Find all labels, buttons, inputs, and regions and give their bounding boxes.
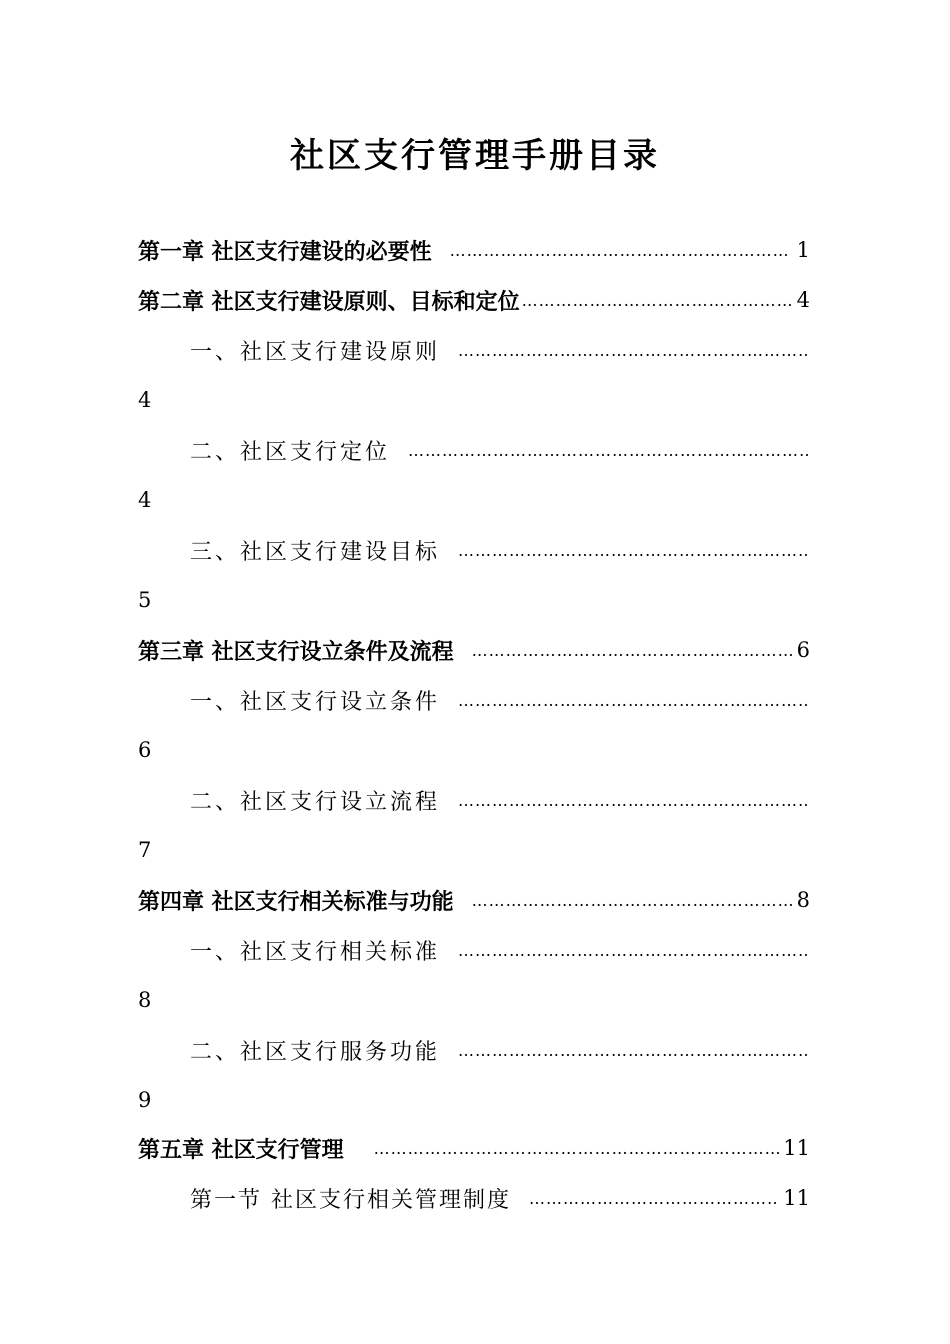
toc-entry-text: 第二章 社区支行建设原则、目标和定位 xyxy=(138,289,520,315)
page-title: 社区支行管理手册目录 xyxy=(290,136,660,176)
toc-entry-page: 4 xyxy=(138,388,152,412)
toc-entry-page: 8 xyxy=(138,988,152,1012)
toc-entry-section-2-2[interactable] xyxy=(190,430,810,470)
toc-entry-section-3-1[interactable] xyxy=(190,680,810,720)
toc-entry-page: 11 xyxy=(783,1186,810,1210)
toc-entry-text: 三、社区支行建设目标 xyxy=(190,539,441,565)
toc-entry-chapter-3[interactable] xyxy=(138,630,810,670)
toc-entry-text: 第四章 社区支行相关标准与功能 xyxy=(138,889,454,915)
toc-entry-page: 7 xyxy=(138,838,152,862)
toc-leader-dots xyxy=(458,541,810,560)
toc-leader-dots xyxy=(529,1189,777,1208)
toc-leader-dots xyxy=(408,441,810,460)
toc-entry-section-3-2[interactable] xyxy=(190,780,810,820)
toc-entry-page: 5 xyxy=(138,588,152,612)
toc-leader-dots xyxy=(472,641,795,660)
toc-entry-section-4-2[interactable] xyxy=(190,1030,810,1070)
toc-leader-dots xyxy=(450,241,791,260)
toc-leader-dots xyxy=(522,291,791,310)
toc-entry-page: 4 xyxy=(796,288,810,312)
toc-leader-dots xyxy=(458,341,810,360)
toc-leader-dots xyxy=(458,691,810,710)
toc-leader-dots xyxy=(458,1041,810,1060)
toc-entry-text: 一、社区支行设立条件 xyxy=(190,689,441,715)
toc-entry-text: 一、社区支行相关标准 xyxy=(190,939,441,965)
toc-entry-section-4-1[interactable] xyxy=(190,930,810,970)
toc-leader-dots xyxy=(472,891,795,910)
toc-entry-chapter-2[interactable] xyxy=(138,280,810,320)
toc-entry-page: 4 xyxy=(138,488,152,512)
toc-entry-text: 第五章 社区支行管理 xyxy=(138,1137,344,1163)
toc-leader-dots xyxy=(374,1139,782,1158)
toc-entry-section-2-1[interactable] xyxy=(190,330,810,370)
toc-entry-text: 一、社区支行建设原则 xyxy=(190,339,441,365)
toc-entry-page: 6 xyxy=(138,738,152,762)
toc-entry-section-5-1[interactable] xyxy=(190,1178,810,1218)
toc-entry-text: 二、社区支行设立流程 xyxy=(190,789,441,815)
toc-entry-chapter-1[interactable] xyxy=(138,230,810,270)
toc-leader-dots xyxy=(458,941,810,960)
toc-entry-text: 第三章 社区支行设立条件及流程 xyxy=(138,639,454,665)
toc-entry-chapter-4[interactable] xyxy=(138,880,810,920)
toc-entry-text: 第一节 社区支行相关管理制度 xyxy=(190,1187,511,1213)
toc-entry-page: 9 xyxy=(138,1088,152,1112)
toc-entry-text: 二、社区支行服务功能 xyxy=(190,1039,441,1065)
toc-leader-dots xyxy=(458,791,810,810)
toc-entry-text: 第一章 社区支行建设的必要性 xyxy=(138,239,432,265)
toc-entry-text: 二、社区支行定位 xyxy=(190,439,391,465)
toc-entry-section-2-3[interactable] xyxy=(190,530,810,570)
toc-entry-page: 11 xyxy=(783,1136,810,1160)
toc-entry-page: 6 xyxy=(796,638,810,662)
toc-entry-page: 8 xyxy=(796,888,810,912)
toc-entry-page: 1 xyxy=(796,238,810,262)
toc-entry-chapter-5[interactable] xyxy=(138,1128,810,1168)
